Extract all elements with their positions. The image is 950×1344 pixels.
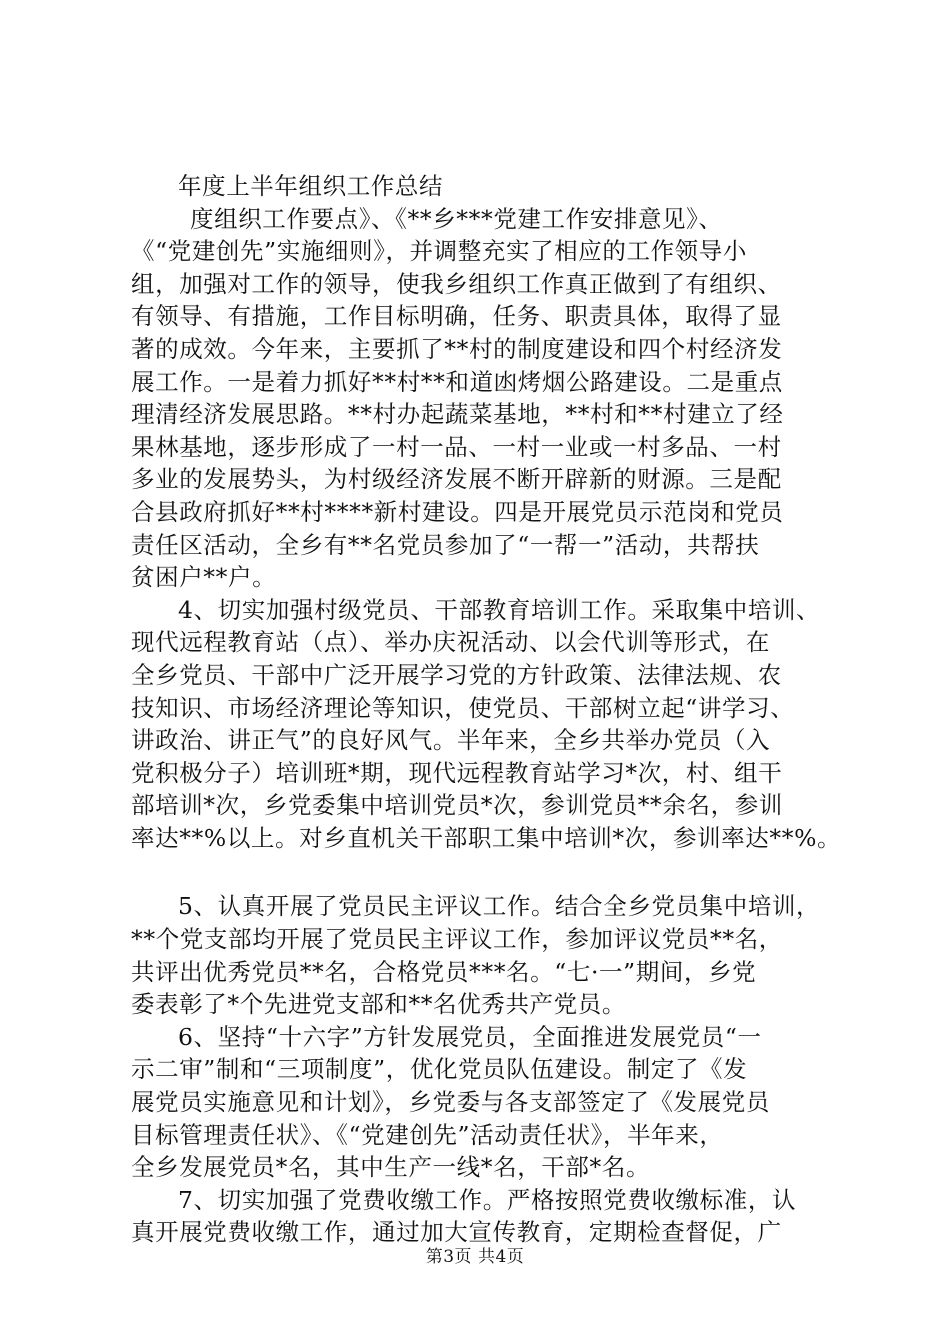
paragraph-line: 全乡党员、干部中广泛开展学习党的方针政策、法律法规、农 bbox=[131, 660, 782, 689]
paragraph-line: 展党员实施意见和计划》，乡党委与各支部签定了《发展党员 bbox=[131, 1088, 770, 1117]
paragraph-line: 展工作。一是着力抓好**村**和道凼烤烟公路建设。二是重点 bbox=[131, 367, 783, 396]
paragraph-line: 真开展党费收缴工作，通过加大宣传教育，定期检查督促，广 bbox=[131, 1218, 782, 1247]
paragraph-line: 党积极分子）培训班*期，现代远程教育站学习*次，村、组干 bbox=[131, 758, 783, 787]
paragraph-line: 目标管理责任状》、《“党建创先”活动责任状》，半年来， bbox=[131, 1120, 724, 1149]
paragraph-line: 4、切实加强村级党员、干部教育培训工作。采取集中培训、 bbox=[178, 595, 821, 624]
document-title: 年度上半年组织工作总结 bbox=[178, 172, 444, 200]
paragraph-line: 委表彰了*个先进党支部和**名优秀共产党员。 bbox=[131, 990, 626, 1019]
paragraph-line: 全乡发展党员*名，其中生产一线*名，干部*名。 bbox=[131, 1153, 651, 1182]
document-body bbox=[131, 170, 851, 1249]
paragraph-line: 度组织工作要点》、《**乡***党建工作安排意见》、 bbox=[190, 204, 723, 233]
paragraph-line: **个党支部均开展了党员民主评议工作，参加评议党员**名， bbox=[131, 925, 783, 954]
paragraph-line: 《“党建创先”实施细则》，并调整充实了相应的工作领导小 bbox=[131, 237, 747, 266]
paragraph-line: 多业的发展势头，为村级经济发展不断开辟新的财源。三是配 bbox=[131, 465, 782, 494]
paragraph-line: 技知识、市场经济理论等知识，使党员、干部树立起“讲学习、 bbox=[131, 693, 795, 722]
page-number-footer: 第3页 共4页 bbox=[425, 1247, 525, 1267]
paragraph-line: 6、坚持“十六字”方针发展党员，全面推进发展党员“一 bbox=[178, 1022, 762, 1051]
paragraph-line: 组，加强对工作的领导，使我乡组织工作真正做到了有组织、 bbox=[131, 269, 782, 298]
paragraph-line: 合县政府抓好**村****新村建设。四是开展党员示范岗和党员 bbox=[131, 497, 784, 526]
paragraph-line: 部培训*次，乡党委集中培训党员*次，参训党员**余名，参训 bbox=[131, 791, 783, 820]
paragraph-line: 5、认真开展了党员民主评议工作。结合全乡党员集中培训， bbox=[178, 892, 821, 921]
paragraph-line: 现代远程教育站（点）、举办庆祝活动、以会代训等形式，在 bbox=[131, 628, 770, 657]
paragraph-line: 率达**%以上。对乡直机关干部职工集中培训*次，参训率达**%。 bbox=[131, 823, 842, 852]
paragraph-line: 示二审”制和“三项制度”，优化党员队伍建设。制定了《发 bbox=[131, 1055, 748, 1084]
paragraph-line: 7、切实加强了党费收缴工作。严格按照党费收缴标准，认 bbox=[178, 1185, 797, 1214]
paragraph-gap bbox=[131, 854, 851, 890]
paragraph-line: 有领导、有措施，工作目标明确，任务、职责具体，取得了显 bbox=[131, 302, 782, 331]
paragraph-line: 果林基地，逐步形成了一村一品、一村一业或一村多品、一村 bbox=[131, 432, 782, 461]
paragraph-line: 讲政治、讲正气”的良好风气。半年来，全乡共举办党员（入 bbox=[131, 726, 771, 755]
paragraph-line: 理清经济发展思路。**村办起蔬菜基地，**村和**村建立了经 bbox=[131, 400, 784, 429]
paragraph-line: 共评出优秀党员**名，合格党员***名。“七·一”期间，乡党 bbox=[131, 957, 757, 986]
paragraph-line: 著的成效。今年来，主要抓了**村的制度建设和四个村经济发 bbox=[131, 334, 783, 363]
paragraph-line: 责任区活动，全乡有**名党员参加了“一帮一”活动，共帮扶 bbox=[131, 530, 760, 559]
paragraph-line: 贫困户**户。 bbox=[131, 563, 277, 592]
